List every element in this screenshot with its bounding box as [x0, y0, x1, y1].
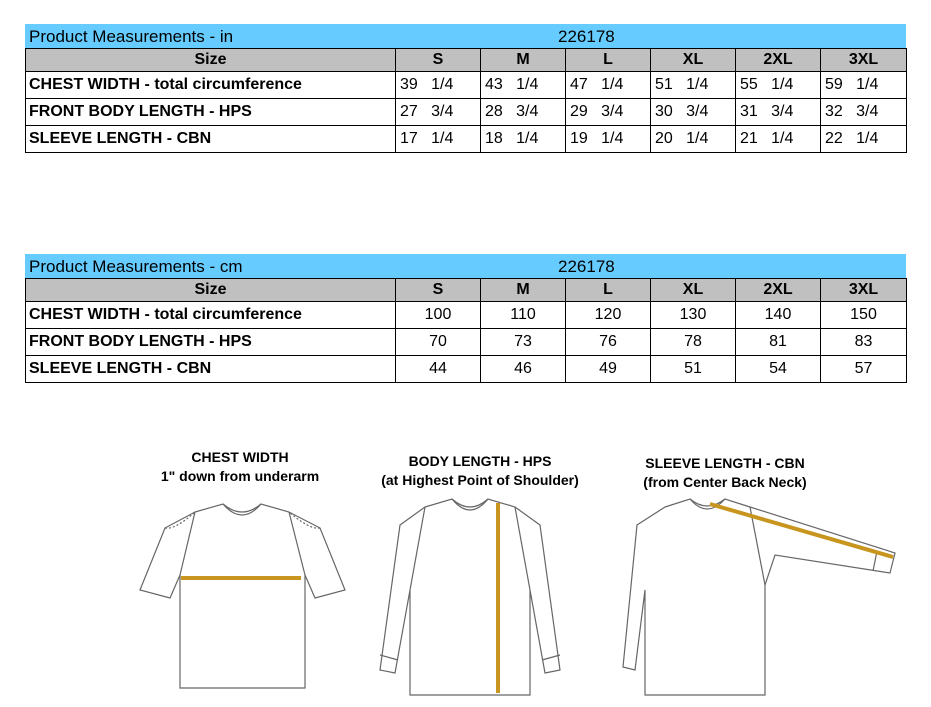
- cell-value: 55 1/4: [736, 72, 821, 99]
- cm-table-title: Product Measurements - cm: [29, 257, 243, 276]
- row-label: CHEST WIDTH - total circumference: [26, 302, 396, 329]
- cell-value: 49: [566, 356, 651, 383]
- table-row: [26, 329, 907, 356]
- body-diagram-subtitle: (at Highest Point of Shoulder): [381, 472, 579, 488]
- sleeve-diagram-subtitle: (from Center Back Neck): [643, 474, 807, 490]
- chest-diagram-subtitle: 1" down from underarm: [160, 468, 320, 484]
- size-header: Size: [26, 279, 396, 302]
- cell-value: 21 1/4: [736, 126, 821, 153]
- inches-size-row: [26, 49, 907, 72]
- cell-value: 59 1/4: [821, 72, 907, 99]
- longsleeve-body-illustration: [370, 495, 570, 705]
- cell-value: 18 1/4: [481, 126, 566, 153]
- inches-table-header: [25, 24, 906, 48]
- size-header: Size: [26, 49, 396, 72]
- cell-value: 120: [566, 302, 651, 329]
- measurement-diagrams: [0, 440, 931, 707]
- size-2xl: 2XL: [736, 279, 821, 302]
- row-label: SLEEVE LENGTH - CBN: [26, 356, 396, 383]
- chest-diagram-title: CHEST WIDTH: [191, 449, 289, 465]
- cell-value: 22 1/4: [821, 126, 907, 153]
- size-l: L: [566, 49, 651, 72]
- cell-value: 27 3/4: [396, 99, 481, 126]
- cell-value: 78: [651, 329, 736, 356]
- cm-table: [25, 254, 906, 383]
- size-l: L: [566, 279, 651, 302]
- size-s: S: [396, 279, 481, 302]
- inches-table-title: Product Measurements - in: [29, 27, 234, 46]
- cell-value: 20 1/4: [651, 126, 736, 153]
- cell-value: 110: [481, 302, 566, 329]
- row-label: SLEEVE LENGTH - CBN: [26, 126, 396, 153]
- cell-value: 76: [566, 329, 651, 356]
- cm-size-row: [26, 279, 907, 302]
- cell-value: 51: [651, 356, 736, 383]
- cell-value: 44: [396, 356, 481, 383]
- table-row: [26, 72, 907, 99]
- body-diagram-title: BODY LENGTH - HPS: [408, 453, 552, 469]
- cell-value: 32 3/4: [821, 99, 907, 126]
- size-xl: XL: [651, 49, 736, 72]
- cell-value: 57: [821, 356, 907, 383]
- cell-value: 51 1/4: [651, 72, 736, 99]
- cell-value: 100: [396, 302, 481, 329]
- inches-style-number: 226178: [558, 27, 615, 46]
- cell-value: 39 1/4: [396, 72, 481, 99]
- cell-value: 54: [736, 356, 821, 383]
- size-2xl: 2XL: [736, 49, 821, 72]
- cell-value: 46: [481, 356, 566, 383]
- size-xl: XL: [651, 279, 736, 302]
- size-m: M: [481, 49, 566, 72]
- row-label: FRONT BODY LENGTH - HPS: [26, 99, 396, 126]
- row-label: FRONT BODY LENGTH - HPS: [26, 329, 396, 356]
- size-3xl: 3XL: [821, 279, 907, 302]
- cell-value: 150: [821, 302, 907, 329]
- table-row: [26, 302, 907, 329]
- cell-value: 83: [821, 329, 907, 356]
- chest-diagram-caption: [140, 448, 340, 486]
- cell-value: 130: [651, 302, 736, 329]
- cell-value: 81: [736, 329, 821, 356]
- longsleeve-sleeve-illustration: [615, 495, 905, 700]
- cell-value: 28 3/4: [481, 99, 566, 126]
- inches-measurement-grid: [25, 48, 907, 153]
- cell-value: 70: [396, 329, 481, 356]
- inches-table: [25, 24, 906, 153]
- cell-value: 73: [481, 329, 566, 356]
- table-row: [26, 99, 907, 126]
- sleeve-diagram-caption: [610, 454, 840, 492]
- cell-value: 29 3/4: [566, 99, 651, 126]
- body-diagram-caption: [360, 452, 600, 490]
- size-s: S: [396, 49, 481, 72]
- cell-value: 140: [736, 302, 821, 329]
- cm-style-number: 226178: [558, 257, 615, 276]
- size-3xl: 3XL: [821, 49, 907, 72]
- cell-value: 31 3/4: [736, 99, 821, 126]
- row-label: CHEST WIDTH - total circumference: [26, 72, 396, 99]
- cm-table-header: [25, 254, 906, 278]
- cell-value: 30 3/4: [651, 99, 736, 126]
- cell-value: 47 1/4: [566, 72, 651, 99]
- cell-value: 17 1/4: [396, 126, 481, 153]
- cell-value: 19 1/4: [566, 126, 651, 153]
- table-row: [26, 356, 907, 383]
- size-m: M: [481, 279, 566, 302]
- table-row: [26, 126, 907, 153]
- sleeve-diagram-title: SLEEVE LENGTH - CBN: [645, 455, 805, 471]
- cm-measurement-grid: [25, 278, 907, 383]
- cell-value: 43 1/4: [481, 72, 566, 99]
- tshirt-chest-illustration: [135, 500, 350, 700]
